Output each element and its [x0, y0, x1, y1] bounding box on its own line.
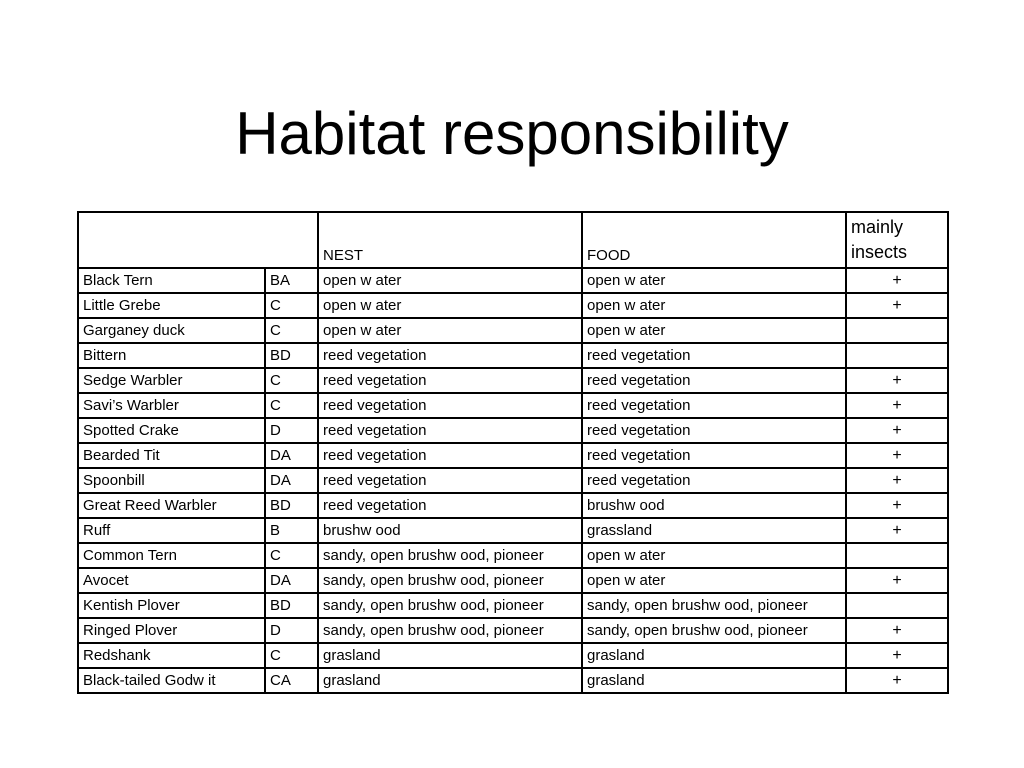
- code-cell: D: [265, 618, 318, 643]
- nest-cell: open w ater: [318, 268, 582, 293]
- table-row: [78, 418, 948, 443]
- slide-title: Habitat responsibility: [235, 100, 789, 167]
- insects-cell: [846, 318, 948, 343]
- insects-cell: +: [846, 443, 948, 468]
- code-cell: C: [265, 293, 318, 318]
- nest-cell: grasland: [318, 668, 582, 693]
- species-cell: Spotted Crake: [78, 418, 265, 443]
- food-cell: open w ater: [582, 318, 846, 343]
- species-cell: Spoonbill: [78, 468, 265, 493]
- food-cell: open w ater: [582, 543, 846, 568]
- species-cell: Kentish Plover: [78, 593, 265, 618]
- table-row: [78, 543, 948, 568]
- insects-cell: +: [846, 368, 948, 393]
- insects-cell: +: [846, 668, 948, 693]
- table-row: [78, 618, 948, 643]
- nest-cell: reed vegetation: [318, 468, 582, 493]
- code-cell: C: [265, 318, 318, 343]
- insects-cell: +: [846, 493, 948, 518]
- species-cell: Black-tailed Godw it: [78, 668, 265, 693]
- table-row: [78, 468, 948, 493]
- food-cell: grassland: [582, 518, 846, 543]
- code-cell: DA: [265, 568, 318, 593]
- nest-cell: sandy, open brushw ood, pioneer: [318, 618, 582, 643]
- food-cell: reed vegetation: [582, 468, 846, 493]
- code-cell: B: [265, 518, 318, 543]
- table-row: [78, 643, 948, 668]
- table-row: [78, 393, 948, 418]
- food-cell: open w ater: [582, 293, 846, 318]
- species-cell: Bittern: [78, 343, 265, 368]
- insects-cell: +: [846, 518, 948, 543]
- food-cell: reed vegetation: [582, 418, 846, 443]
- species-cell: Ringed Plover: [78, 618, 265, 643]
- code-cell: D: [265, 418, 318, 443]
- insects-cell: +: [846, 268, 948, 293]
- code-cell: C: [265, 393, 318, 418]
- insects-cell: +: [846, 468, 948, 493]
- code-cell: DA: [265, 443, 318, 468]
- table-row: [78, 493, 948, 518]
- food-cell: grasland: [582, 643, 846, 668]
- table-header-row: [78, 212, 948, 268]
- food-cell: sandy, open brushw ood, pioneer: [582, 593, 846, 618]
- insects-cell: [846, 593, 948, 618]
- code-cell: C: [265, 643, 318, 668]
- insects-cell: [846, 543, 948, 568]
- table-row: [78, 668, 948, 693]
- nest-cell: brushw ood: [318, 518, 582, 543]
- code-cell: BD: [265, 343, 318, 368]
- table-row: [78, 343, 948, 368]
- header-food: FOOD: [582, 212, 846, 268]
- food-cell: brushw ood: [582, 493, 846, 518]
- table-row: [78, 593, 948, 618]
- insects-cell: +: [846, 643, 948, 668]
- nest-cell: reed vegetation: [318, 368, 582, 393]
- insects-cell: [846, 343, 948, 368]
- species-cell: Little Grebe: [78, 293, 265, 318]
- nest-cell: reed vegetation: [318, 418, 582, 443]
- food-cell: sandy, open brushw ood, pioneer: [582, 618, 846, 643]
- table-row: [78, 318, 948, 343]
- header-mainly-insects: mainly insects: [846, 212, 948, 268]
- species-cell: Savi’s Warbler: [78, 393, 265, 418]
- code-cell: C: [265, 368, 318, 393]
- nest-cell: grasland: [318, 643, 582, 668]
- food-cell: reed vegetation: [582, 443, 846, 468]
- code-cell: DA: [265, 468, 318, 493]
- species-cell: Bearded Tit: [78, 443, 265, 468]
- table-row: [78, 268, 948, 293]
- nest-cell: reed vegetation: [318, 493, 582, 518]
- code-cell: BA: [265, 268, 318, 293]
- food-cell: reed vegetation: [582, 368, 846, 393]
- table-row: [78, 293, 948, 318]
- table-row: [78, 568, 948, 593]
- food-cell: open w ater: [582, 268, 846, 293]
- nest-cell: open w ater: [318, 293, 582, 318]
- food-cell: open w ater: [582, 568, 846, 593]
- header-species: [78, 212, 318, 268]
- insects-cell: +: [846, 393, 948, 418]
- nest-cell: sandy, open brushw ood, pioneer: [318, 543, 582, 568]
- species-cell: Avocet: [78, 568, 265, 593]
- nest-cell: open w ater: [318, 318, 582, 343]
- table-row: [78, 518, 948, 543]
- insects-cell: +: [846, 618, 948, 643]
- nest-cell: reed vegetation: [318, 343, 582, 368]
- species-cell: Redshank: [78, 643, 265, 668]
- nest-cell: reed vegetation: [318, 443, 582, 468]
- species-cell: Common Tern: [78, 543, 265, 568]
- food-cell: grasland: [582, 668, 846, 693]
- food-cell: reed vegetation: [582, 393, 846, 418]
- food-cell: reed vegetation: [582, 343, 846, 368]
- species-cell: Garganey duck: [78, 318, 265, 343]
- species-cell: Great Reed Warbler: [78, 493, 265, 518]
- nest-cell: reed vegetation: [318, 393, 582, 418]
- nest-cell: sandy, open brushw ood, pioneer: [318, 593, 582, 618]
- insects-cell: +: [846, 293, 948, 318]
- table-row: [78, 368, 948, 393]
- species-cell: Ruff: [78, 518, 265, 543]
- table-row: [78, 443, 948, 468]
- insects-cell: +: [846, 568, 948, 593]
- code-cell: C: [265, 543, 318, 568]
- nest-cell: sandy, open brushw ood, pioneer: [318, 568, 582, 593]
- insects-cell: +: [846, 418, 948, 443]
- code-cell: CA: [265, 668, 318, 693]
- habitat-table: [77, 211, 949, 694]
- header-nest: NEST: [318, 212, 582, 268]
- code-cell: BD: [265, 593, 318, 618]
- code-cell: BD: [265, 493, 318, 518]
- species-cell: Sedge Warbler: [78, 368, 265, 393]
- species-cell: Black Tern: [78, 268, 265, 293]
